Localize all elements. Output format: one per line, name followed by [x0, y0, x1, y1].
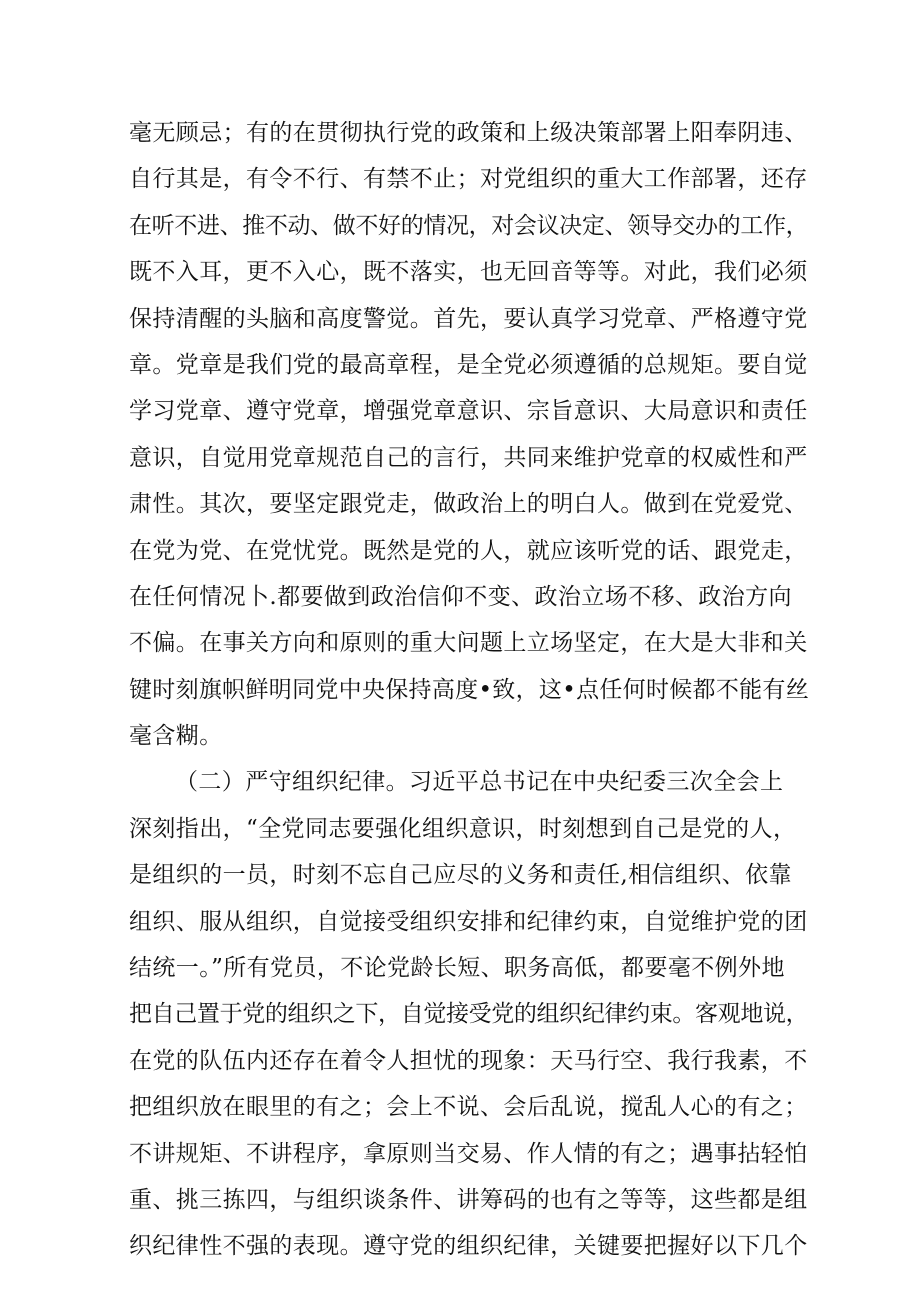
text-line: 毫含糊。 — [129, 723, 223, 750]
text-line: 在任何情况卜.都要做到政治信仰不变、政治立场不移、政治方向 — [129, 583, 792, 610]
text-line: 不偏。在事关方向和原则的重大问题上立场坚定，在大是大非和关 — [129, 630, 808, 657]
text-line: 自行其是，有令不行、有禁不止；对党组织的重大工作部署，还存 — [129, 166, 808, 193]
text-line: 把自己置于党的组织之下，自觉接受党的组织纪律约束。客观地说， — [129, 1001, 809, 1028]
text-line: 既不入耳，更不入心，既不落实，也无回音等等。对此，我们必须 — [129, 259, 808, 286]
text-line: 结统一。”所有党员，不论党龄长短、职务高低，都要毫不例外地 — [129, 955, 785, 982]
text-line: 意识，自觉用党章规范自己的言行，共同来维护党章的权威性和严 — [129, 444, 808, 471]
text-line: 在党的队伍内还存在着令人担忧的现象：天马行空、我行我素，不 — [129, 1047, 808, 1074]
text-line: 学习党章、遵守党章，增强党章意识、宗旨意识、大局意识和责任 — [129, 398, 808, 425]
text-line: （二）严守组织纪律。习近平总书记在中央纪委三次全会上 — [175, 769, 784, 796]
text-line: 在党为党、在党忧党。既然是党的人，就应该听党的话、跟党走， — [129, 537, 808, 564]
text-line: 毫无顾忌；有的在贯彻执行党的政策和上级决策部署上阳奉阴违、 — [129, 120, 808, 146]
text-line: 组织、服从组织，自觉接受组织安排和纪律约束，自觉维护党的团 — [129, 908, 808, 935]
text-line: 章。党章是我们党的最高章程，是全党必须遵循的总规矩。要自觉 — [129, 351, 808, 378]
text-line: 织纪律性不强的表现。遵守党的组织纪律，关键要把握好以下几个 — [129, 1233, 808, 1260]
text-line: 在听不进、推不动、做不好的情况，对会议决定、领导交办的工作， — [129, 212, 809, 239]
text-line: 肃性。其次，要坚定跟党走，做政治上的明白人。做到在党爱党、 — [129, 491, 808, 518]
text-line: 键时刻旗帜鲜明同党中央保持高度•致，这•点任何时候都不能有丝 — [129, 676, 810, 703]
text-line: 不讲规矩、不讲程序，拿原则当交易、作人情的有之；遇事拈轻怕 — [129, 1140, 808, 1167]
text-line: 深刻指出，“全党同志要强化组织意识，时刻想到自己是党的人， — [129, 815, 797, 842]
text-line: 保持清醒的头脑和高度警觉。首先，要认真学习党章、严格遵守党 — [129, 305, 808, 332]
text-line: 把组织放在眼里的有之；会上不说、会后乱说，搅乱人心的有之； — [129, 1094, 808, 1121]
text-line: 重、挑三拣四，与组织谈条件、讲筹码的也有之等等，这些都是组 — [129, 1186, 808, 1213]
text-line: 是组织的一员，时刻不忘自己应尽的义务和责任,相信组织、依靠 — [129, 862, 792, 889]
body-text — [129, 110, 809, 1270]
